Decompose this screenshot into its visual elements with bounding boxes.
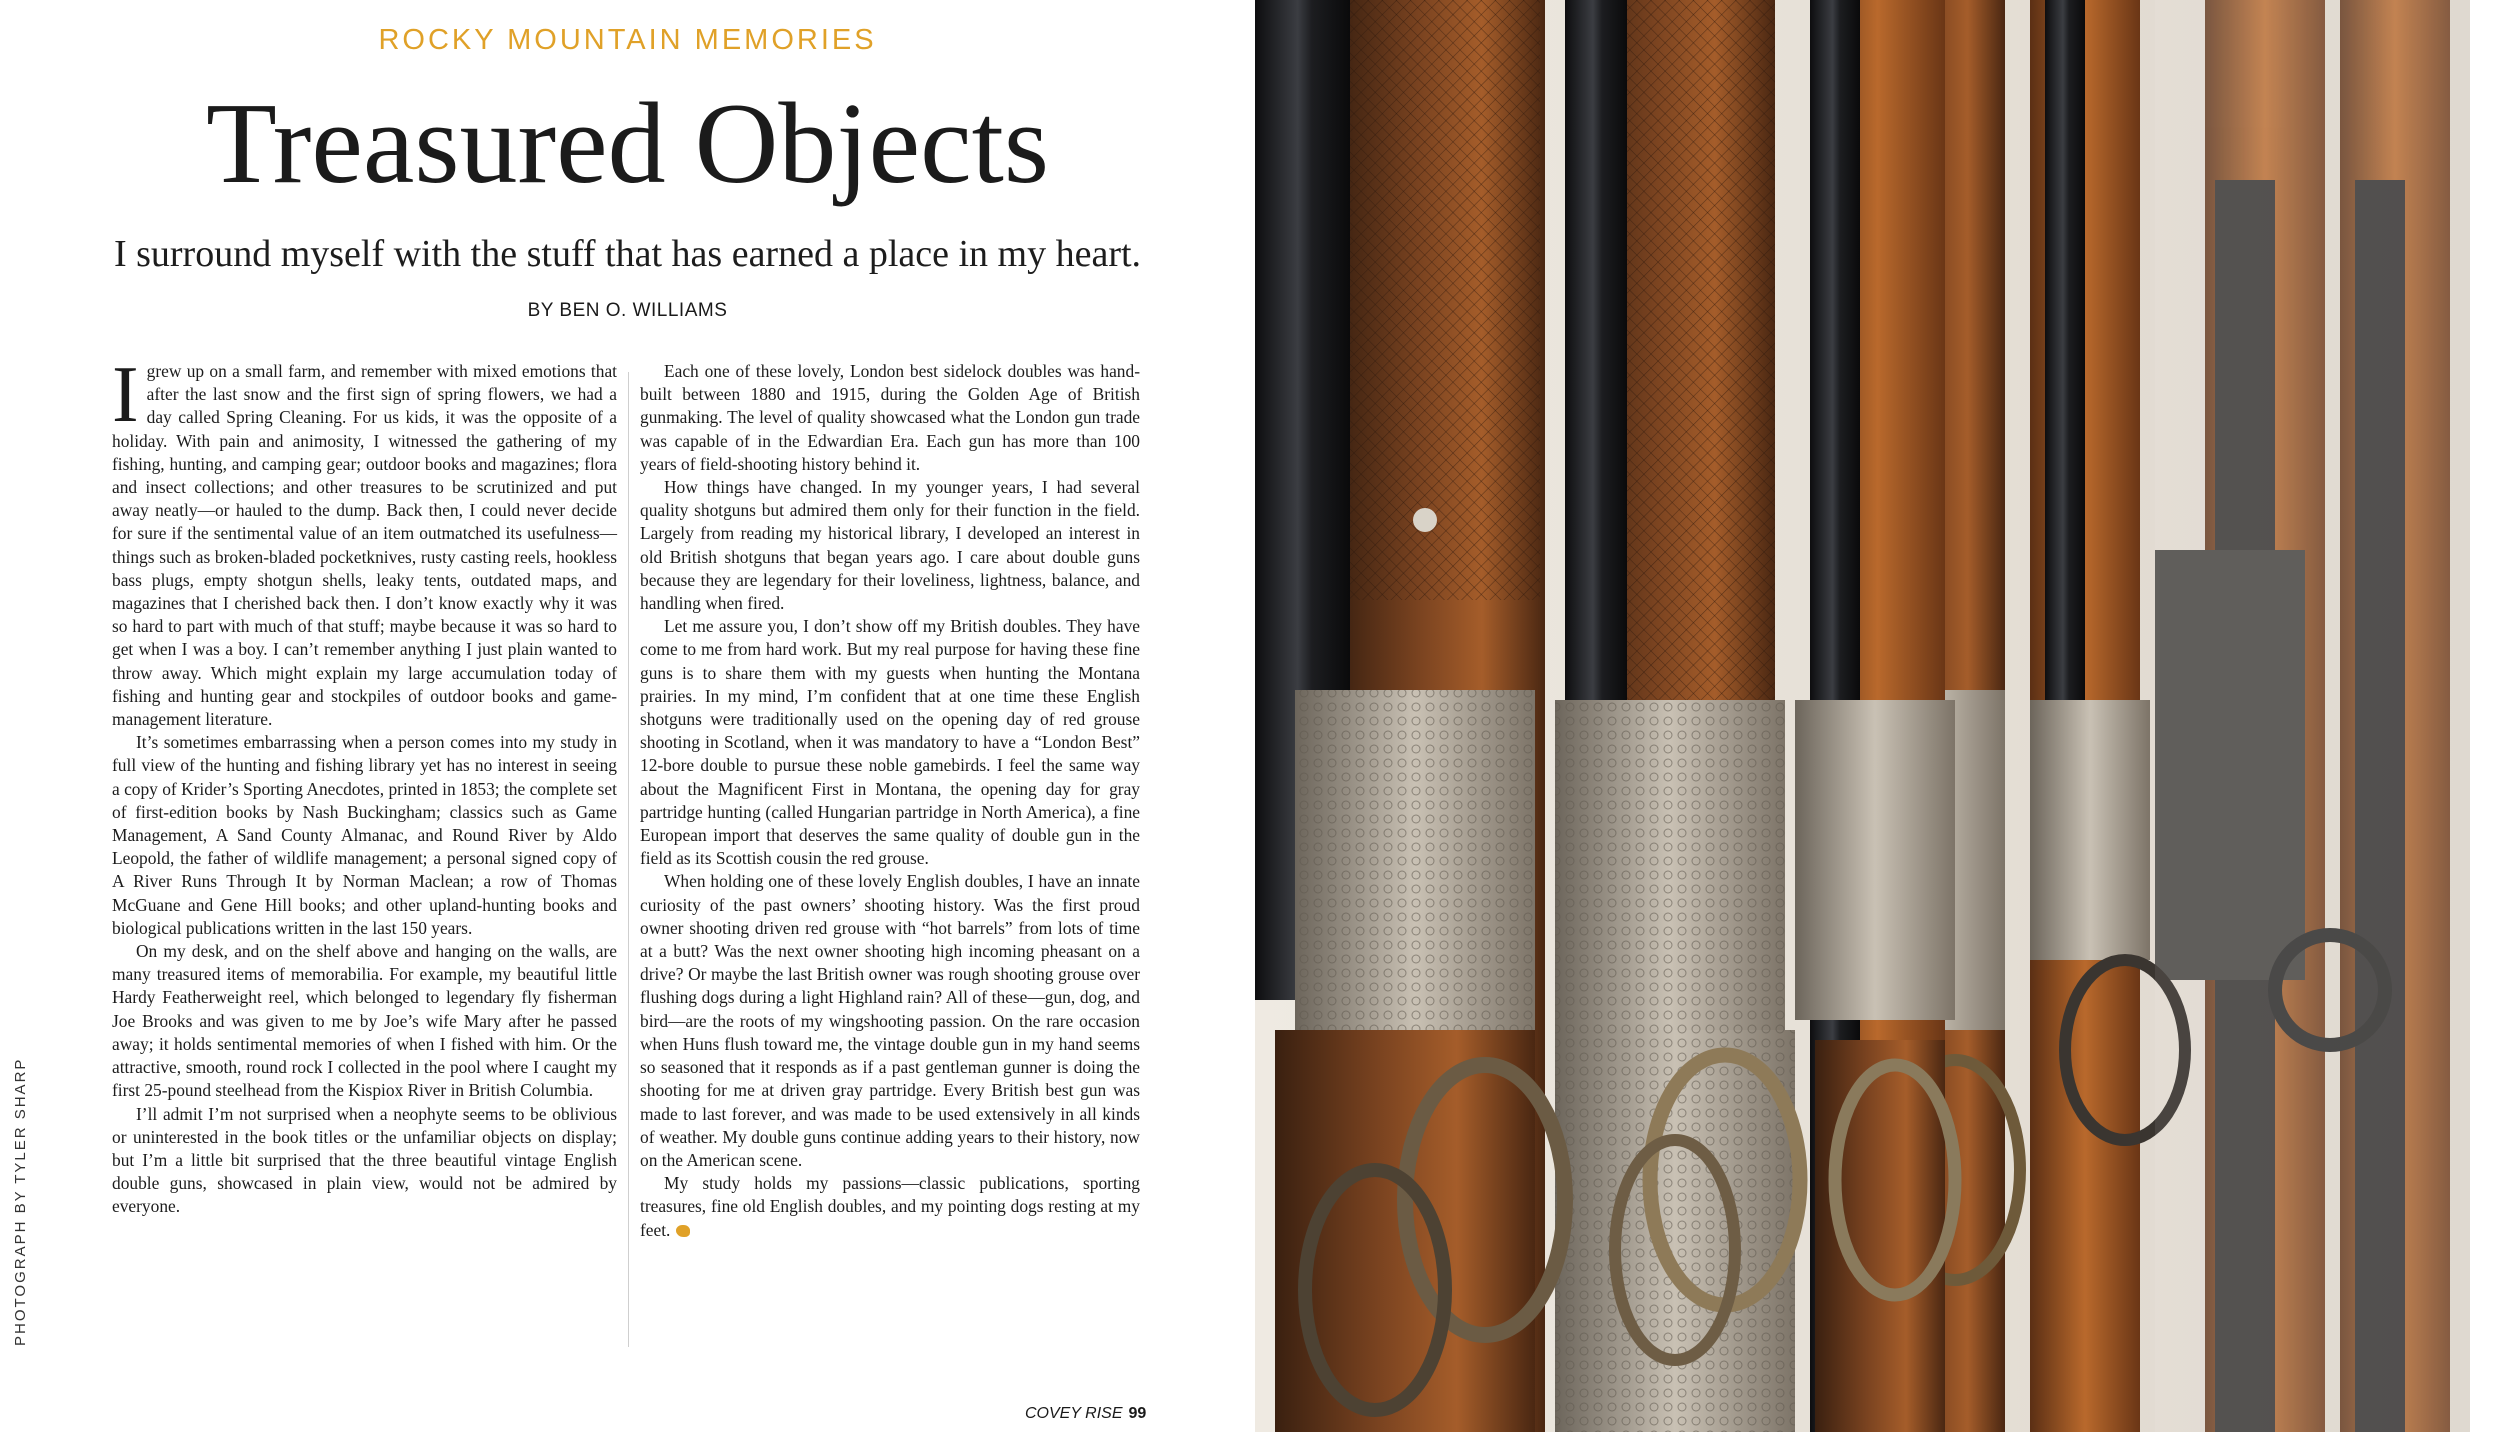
paragraph: On my desk, and on the shelf above and hanging on the walls, are many treasured items of memorabilia. For example, my beautiful little Hardy Featherweight reel, which belonged to legendary fly fisherman Joe Brooks and was given to me by Joe’s wife Mary after he passed away; it holds sentimental memories of when I fished with him. Or the attractive, smooth, round rock I collected in the pool where I caught my first 25-pound steelhead from the Kispiox River in British Columbia. (112, 941, 617, 1101)
section-label: ROCKY MOUNTAIN MEMORIES (378, 24, 877, 56)
paragraph: Let me assure you, I don’t show off my British doubles. They have come to me from hard work. But my real purpose for having these fine guns is to share them with my guests when hunting the Montana prairies. In my mind, I’m confident that at one time these English shotguns were traditionally used on the opening day of red grouse shooting in Scotland, when it was mandatory to have a “London Best” 12-bore double to pursue these noble gamebirds. I feel the same way about the Magnificent First in Montana, the opening day for gray partridge hunting (called Hungarian partridge in North America), a fine European import that deserves the same quality of double gun in the field as its Scottish cousin the red grouse. (640, 616, 1140, 869)
paragraph-text: My study holds my passions—classic publications, sporting treasures, fine old English doubles, and my pointing dogs resting at my feet. (640, 1173, 1140, 1240)
paragraph (640, 1172, 1140, 1242)
magazine-name: COVEY RISE (1025, 1405, 1123, 1422)
paragraph-text: grew up on a small farm, and remember with mixed emotions that after the last snow and the first sign of spring flowers, we had a day called Spring Cleaning. For us kids, it was the opposite of a holiday. With pain and animosity, I witnessed the gathering of my fishing, hunting, and camping gear; outdoor books and magazines; flora and insect collections; and other treasures to be scrutinized and put away neatly—or hauled to the dump. Back then, I could never decide for sure if the sentimental value of an item outmatched its usefulness—things such as broken-bladed pocketknives, rusty casting reels, hookless bass plugs, empty shotgun shells, leaky tents, outdated maps, and magazines that I cherished back then. I don’t know exactly why it was so hard to part with much of that stuff; maybe because it was so hard to get when I was a boy. I can’t remember anything I just plain wanted to throw away. Which might explain my large accumulation today of fishing and hunting gear and stockpiles of outdoor books and game-management literature. (112, 361, 617, 730)
paragraph: Each one of these lovely, London best sidelock doubles was hand-built between 1880 and 1915, during the Golden Age of British gunmaking. The level of quality showcased what the London gun trade was capable of in the Edwardian Era. Each gun has more than 100 years of field-shooting history behind it. (640, 361, 1140, 474)
byline: BY BEN O. WILLIAMS (527, 300, 728, 321)
paragraph (112, 351, 617, 731)
article-title: Treasured Objects (206, 80, 1049, 208)
shotgun-rack-photo (1255, 0, 2470, 1432)
folio (1025, 1405, 1146, 1423)
article-column-2 (640, 360, 1140, 1242)
page-number: 99 (1128, 1405, 1147, 1422)
paragraph: It’s sometimes embarrassing when a person comes into my study in full view of the hunting and fishing library yet has no interest in seeing a copy of Krider’s Sporting Anecdotes, printed in 1853; the complete set of first-edition books by Nash Buckingham; classics such as Game Management, A Sand County Almanac, and Round River by Aldo Leopold, the father of wildlife management; a personal signed copy of A River Runs Through It by Norman Maclean; a row of Thomas McGuane and Gene Hill books; and other upland-hunting books and biological publications written in the last 150 years. (112, 732, 617, 938)
bird-end-mark-icon (676, 1225, 690, 1237)
column-divider (628, 372, 629, 1347)
drop-cap: I (112, 351, 139, 439)
paragraph: I’ll admit I’m not surprised when a neophyte seems to be oblivious or uninterested in the book titles or the unfamiliar objects on display; but I’m a little bit surprised that the three beautiful vintage English double guns, showcased in plain view, would not be admired by everyone. (112, 1103, 617, 1217)
shotguns-illustration (1255, 0, 2470, 1432)
article-column-1 (112, 351, 617, 1219)
paragraph: How things have changed. In my younger years, I had several quality shotguns but admired them only for their function in the field. Largely from reading my historical library, I developed an interest in old British shotguns that began years ago. I care about double guns because they are legendary for their loveliness, lightness, balance, and handling when fired. (640, 477, 1140, 614)
paragraph: When holding one of these lovely English doubles, I have an innate curiosity of the past owners’ shooting history. Was the first proud owner shooting driven red grouse with “hot barrels” from lots of time at a butt? Was the next owner shooting high incoming pheasant on a drive? Or maybe the last British owner was rough shooting grouse over flushing dogs during a light Highland rain? All of these—gun, dog, and bird—are the roots of my wingshooting passion. On the rare occasion when Huns flush toward me, the vintage double gun in my hand seems so seasoned that it responds as if a past gentleman gunner is doing the shooting for me at driven gray partridge. Every British best gun was made to last forever, and was made to be used extensively in all kinds of weather. My double guns continue adding years to their history, now on the American scene. (640, 871, 1140, 1170)
photo-credit: PHOTOGRAPH BY TYLER SHARP (12, 1057, 29, 1346)
article-deck: I surround myself with the stuff that has earned a place in my heart. (113, 233, 1142, 275)
